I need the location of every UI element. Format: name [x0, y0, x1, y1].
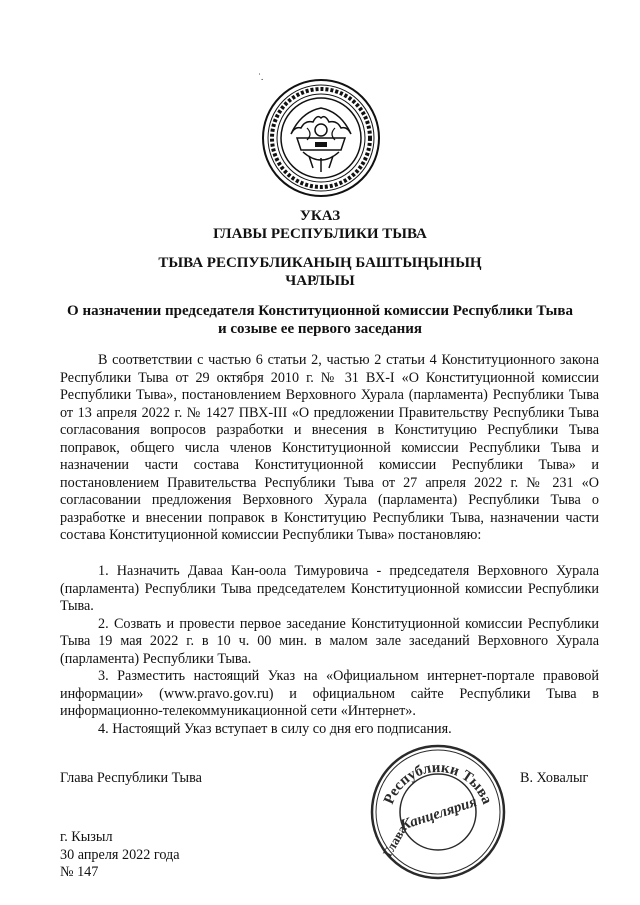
decree-item-3: 3. Разместить настоящий Указ на «Официальном интернет-портале правовой информации» (www.pravo.gov.ru) и официальном сайте Республики Тыва в информационно-телекоммуникационной сети «Интернет».	[60, 668, 599, 719]
official-stamp	[368, 742, 508, 882]
decree-number: № 147	[60, 864, 99, 880]
subject-line-1: О назначении председателя Конституционной комиссии Республики Тыва	[67, 303, 573, 319]
coat-of-arms-emblem	[261, 78, 381, 198]
tuvan-title-line-2: ЧАРЛЫЫ	[285, 273, 355, 289]
preamble	[60, 352, 599, 545]
preamble-paragraph: В соответствии с частью 6 статьи 2, частью 2 статьи 4 Конституционного закона Республики Тыва от 29 октября 2010 г. № 31 ВХ-I «О Конституционной комиссии Республики Тыва», постановлением Верховного Хурала (парламента) Республики Тыва от 13 апреля 2022 г. № 1427 ПВХ-III «О предложении Правительству Республики Тыва согласования вопросов разработки и внесения в Конституцию Республики Тыва поправок, общего числа членов Конституционной комиссии Республики Тыва и назначении части состава Конституционной комиссии Республики Тыва» и постановлением Правительства Республики Тыва от 27 апреля 2022 г. № 231 «О согласовании предложения Верховного Хурала (парламента) Республики Тыва о разработке и внесении поправок в Конституцию Республики Тыва, назначении части состава Конституционной комиссии Республики Тыва» постановляю:	[60, 352, 599, 543]
scan-mark: ˙.	[258, 72, 264, 82]
signatory-name: В. Ховалыг	[520, 770, 589, 786]
decree-word: УКАЗ	[299, 208, 341, 224]
decree-item-4: 4. Настоящий Указ вступает в силу со дня его подписания.	[98, 720, 452, 737]
stamp-inner-text: Канцелярия	[398, 793, 479, 834]
stamp-outer-text: Республики Тыва	[381, 759, 495, 807]
decree-heading	[0, 207, 640, 243]
subject-line-2: и созыве ее первого заседания	[217, 321, 422, 337]
decree-items	[60, 563, 599, 738]
signatory-position: Глава Республики Тыва	[60, 770, 202, 786]
tuvan-title-line-1: ТЫВА РЕСПУБЛИКАНЫҢ БАШТЫҢЫНЫҢ	[158, 255, 482, 271]
stamp-left-text: Глава	[379, 822, 410, 860]
issue-city: г. Кызыл	[60, 829, 113, 845]
decree-item-2: 2. Созвать и провести первое заседание Конституционной комиссии Республики Тыва 19 мая 2022 г. в 10 ч. 00 мин. в малом зале заседаний Верховного Хурала (парламента) Республики Тыва.	[60, 615, 599, 667]
decree-subject	[0, 302, 640, 338]
issue-date: 30 апреля 2022 года	[60, 846, 180, 863]
decree-footer	[60, 829, 180, 882]
svg-text:Республики Тыва	[381, 760, 495, 807]
decree-issuer: ГЛАВЫ РЕСПУБЛИКИ ТЫВА	[213, 226, 427, 242]
decree-item-1: 1. Назначить Даваа Кан-оола Тимуровича - председателя Верховного Хурала (парламента) Республики Тыва председателем Конституционной комиссии Республики Тыва.	[60, 563, 599, 614]
decree-heading-tuvan	[0, 254, 640, 290]
